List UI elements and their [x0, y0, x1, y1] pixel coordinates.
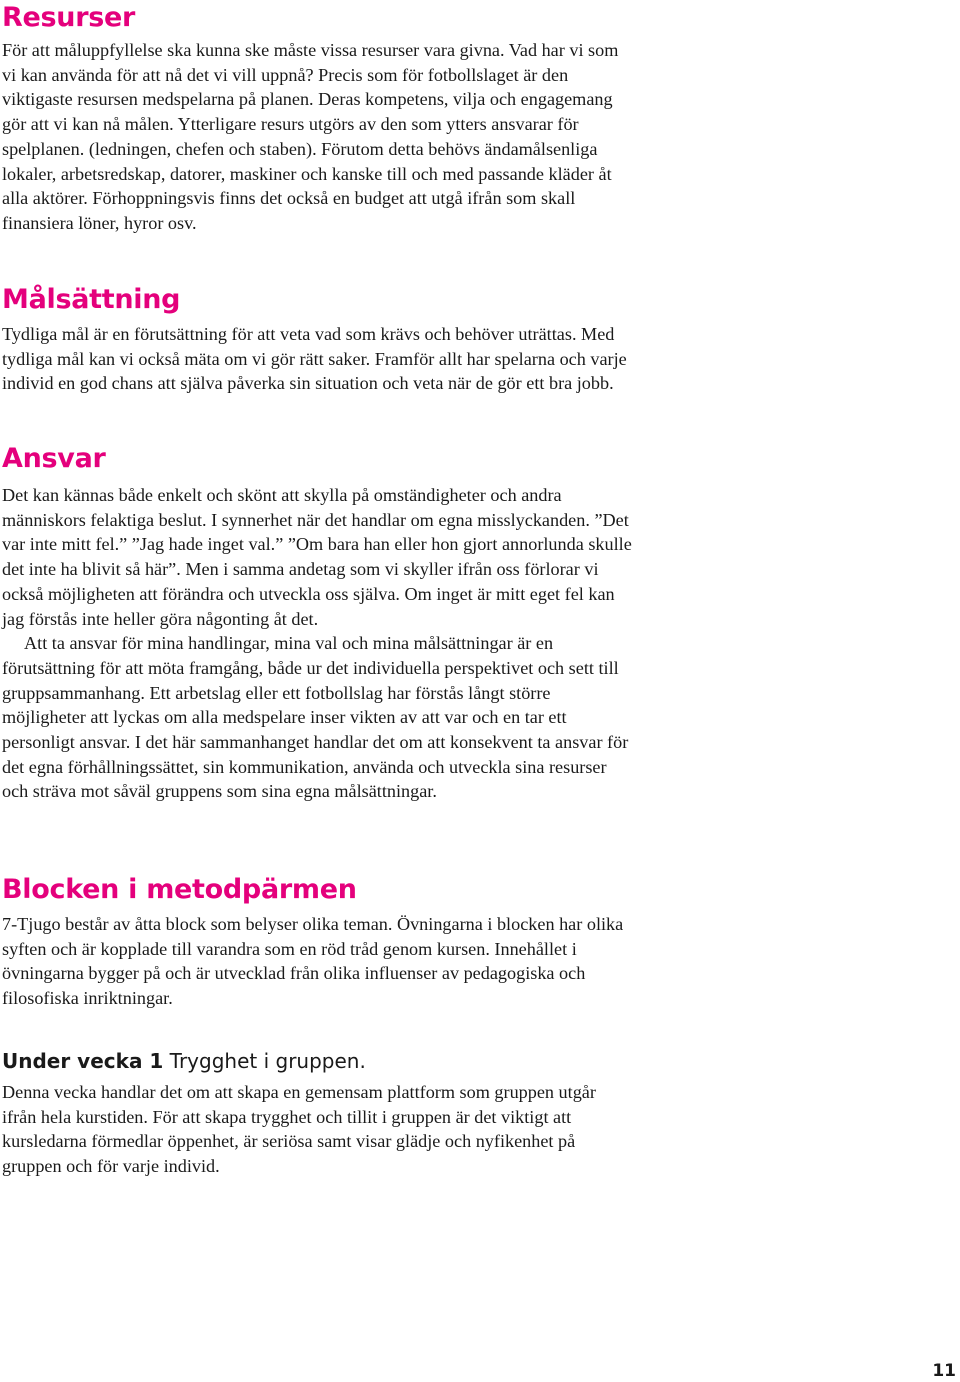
section-vecka1 — [2, 1048, 632, 1179]
subheading-vecka1-label: Under vecka 1 — [2, 1049, 164, 1073]
page-number: 11 — [932, 1361, 956, 1381]
heading-ansvar: Ansvar — [2, 443, 106, 474]
heading-resurser: Resurser — [2, 2, 136, 33]
section-resurser — [2, 2, 632, 236]
paragraph-ansvar-2: Att ta ansvar för mina handlingar, mina val och mina målsättningar är en förutsättning för att möta framgång, både ur det individuella perspektivet och sett till gruppsammanhang. Ett arbetslag eller ett fotbollslag har förstås långt större möjligheter att lyckas om alla medspelare inser vikten av att var och en tar ett personligt ansvar. I det här sammanhanget handlar det om att konsekvent ta ansvar för det egna förhållningssättet, sin kommunikation, använda och utveckla sina resurser och sträva mot såväl gruppens som sina egna målsättningar. — [2, 633, 629, 802]
heading-malsattning: Målsättning — [2, 284, 181, 315]
paragraph-vecka1: Denna vecka handlar det om att skapa en gemensam plattform som gruppen utgår ifrån hela kurstiden. För att skapa trygghet och tillit i gruppen är det viktigt att kursledarna förmedlar öppenhet, är seriösa samt visar glädje och nyfikenhet på gruppen och för varje individ. — [2, 1082, 596, 1177]
paragraph-resurser: För att måluppfyllelse ska kunna ske måste vissa resurser vara givna. Vad har vi som vi kan använda för att nå det vi vill uppnå? Precis som för fotbollslaget är den viktigaste resursen medspelarna på planen. Deras kompetens, vilja och engagemang gör att vi kan nå målen. Ytterligare resurs utgörs av den som ytters ansvarar för spelplanen. (ledningen, chefen och staben). Förutom detta behövs ändamålsenliga lokaler, arbetsredskap, datorer, maskiner och kanske till och med passande kläder åt alla aktörer. Förhoppningsvis finns det också en budget att utgå ifrån som skall finansiera löner, hyror osv. — [2, 40, 619, 233]
subheading-vecka1-title: Trygghet i gruppen. — [163, 1049, 366, 1073]
paragraph-malsattning: Tydliga mål är en förutsättning för att veta vad som krävs och behöver uträttas. Med tydliga mål kan vi också mäta om vi gör rätt saker. Framför allt har spelarna och varje individ en god chans att själva påverka sin situation och veta när de gör ett bra jobb. — [2, 324, 627, 394]
section-ansvar — [2, 443, 632, 804]
heading-blocken: Blocken i metodpärmen — [2, 874, 357, 905]
paragraph-blocken: 7-Tjugo består av åtta block som belyser olika teman. Övningarna i blocken har olika syften och är kopplade till varandra som en röd tråd genom kursen. Innehållet i övningarna bygger på och är utvecklad från olika influenser av pedagogiska och filosofiska inriktningar. — [2, 914, 624, 1009]
subheading-vecka1 — [2, 1048, 632, 1074]
section-malsattning — [2, 284, 632, 396]
section-blocken — [2, 874, 632, 1011]
paragraph-ansvar-1: Det kan kännas både enkelt och skönt att skylla på omständigheter och andra människors felaktiga beslut. I synnerhet när det handlar om egna misslyckanden. ”Det var inte mitt fel.” ”Jag hade inget val.” ”Om bara han eller hon gjort annorlunda skulle det inte ha blivit så här”. Men i samma andetag som vi skyller ifrån oss förlorar vi också möjligheten att förändra och utveckla oss själva. Om inget är mitt eget fel kan jag förstås inte heller göra någonting åt det. — [2, 485, 632, 629]
